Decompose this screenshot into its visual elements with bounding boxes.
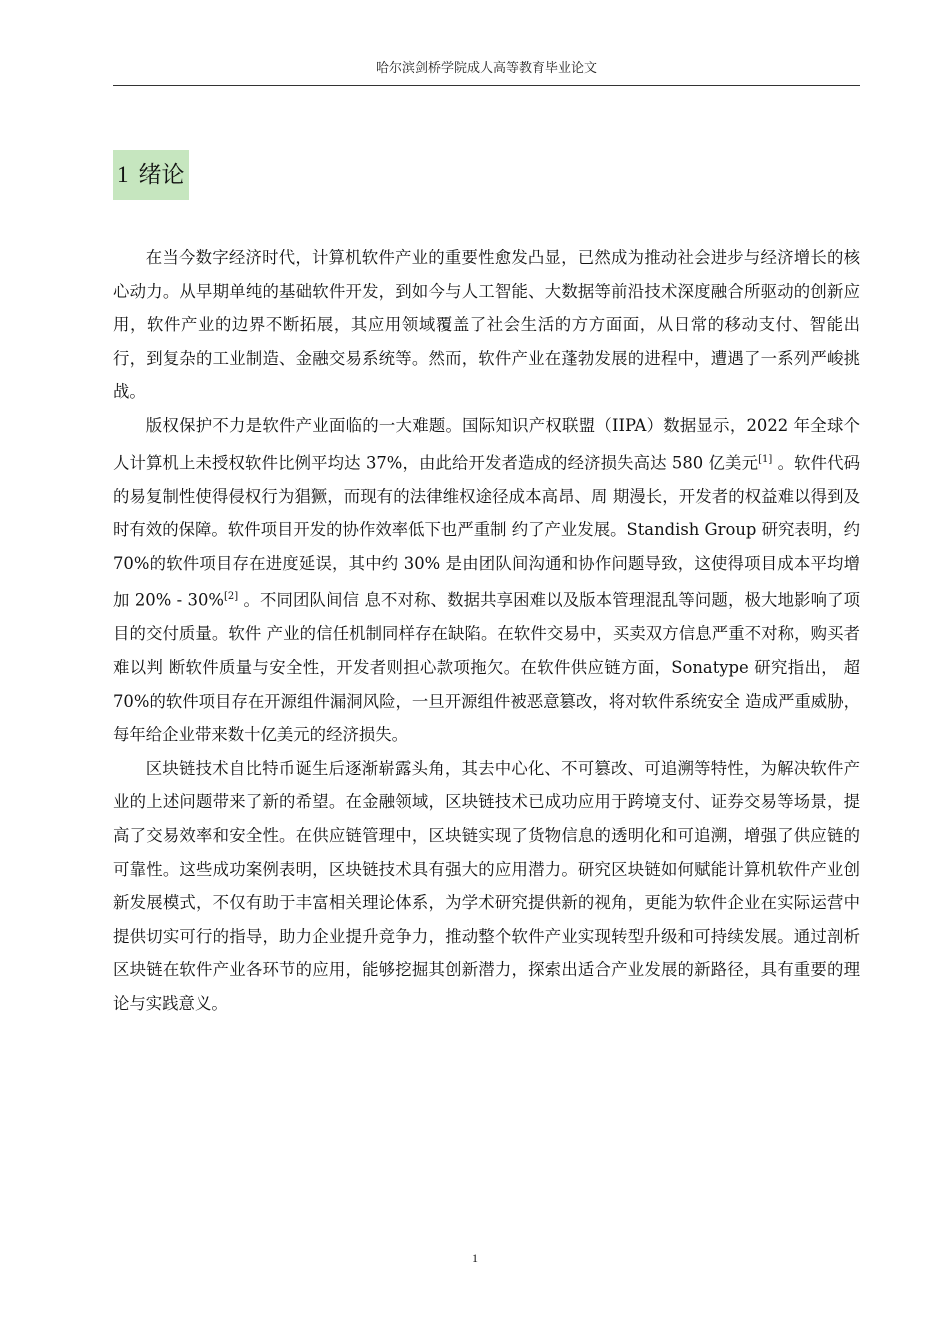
chapter-heading: [113, 150, 189, 200]
chapter-number: 1: [117, 162, 129, 187]
paragraph-2-part-3: 。不同团队间信 息不对称、数据共享困难以及版本管理混乱等问题，极大地影响了项目的交付质量。软件 产业的信任机制同样存在缺陷。在软件交易中，买卖双方信息严重不对称，购买者难以判 断软件质量与安全性，开发者则担心款项拖欠。在软件供应链方面，Sonatype 研究指出， 超 70%的软件项目存在开源组件漏洞风险，一旦开源组件被恶意篡改，将对软件系统安全 造成严重威胁，每年给企业带来数十亿美元的经济损失。: [113, 590, 861, 745]
header-title: 哈尔滨剑桥学院成人高等教育毕业论文: [375, 61, 597, 76]
citation-1: [1]: [758, 453, 773, 465]
page-number: 1: [472, 1251, 478, 1265]
chapter-title-text: 绪论: [138, 162, 185, 188]
paragraph-2: [113, 409, 860, 752]
paragraph-3: 区块链技术自比特币诞生后逐渐崭露头角，其去中心化、不可篡改、可追溯等特性，为解决软件产业的上述问题带来了新的希望。在金融领域，区块链技术已成功应用于跨境支付、证券交易等场景，提高了交易效率和安全性。在供应链管理中，区块链实现了货物信息的透明化和可追溯，增强了供应链的可靠性。这些成功案例表明，区块链技术具有强大的应用潜力。研究区块链如何赋能计算机软件产业创新发展模式，不仅有助于丰富相关理论体系，为学术研究提供新的视角，更能为软件企业在实际运营中提供切实可行的指导，助力企业提升竞争力，推动整个软件产业实现转型升级和可持续发展。通过剖析区块链在软件产业各环节的应用，能够挖掘其创新潜力，探索出适合产业发展的新路径，具有重要的理论与实践意义。: [113, 758, 860, 1013]
page-footer: [0, 1251, 950, 1266]
paragraph-2-part-1: 版权保护不力是软件产业面临的一大难题。国际知识产权联盟（IIPA）数据显示，2022 年全球个人计算机上未授权软件比例平均达 37%，由此给开发者造成的经济损失高达 580 亿美元: [113, 415, 860, 473]
paragraph-1: 在当今数字经济时代，计算机软件产业的重要性愈发凸显，已然成为推动社会进步与经济增长的核心动力。从早期单纯的基础软件开发，到如今与人工智能、大数据等前沿技术深度融合所驱动的创新应用，软件产业的边界不断拓展，其应用领域覆盖了社会生活的方方面面，从日常的移动支付、智能出行，到复杂的工业制造、金融交易系统等。然而，软件产业在蓬勃发展的进程中，遭遇了一系列严峻挑战。: [113, 248, 860, 402]
paragraph-2-part-2: 。软件代码的易复制性使得侵权行为猖獗，而现有的法律维权途径成本高昂、周 期漫长，开发者的权益难以得到及时有效的保障。软件项目开发的协作效率低下也严重制 约了产业发展。Standish Group 研究表明，约 70%的软件项目存在进度延误，其中约 30% 是由团队间沟通和协作问题导致，这使得项目成本平均增加 20% - 30%: [113, 453, 860, 610]
citation-2: [2]: [223, 591, 239, 603]
body-text: [113, 241, 860, 1021]
page-header: [113, 60, 860, 86]
